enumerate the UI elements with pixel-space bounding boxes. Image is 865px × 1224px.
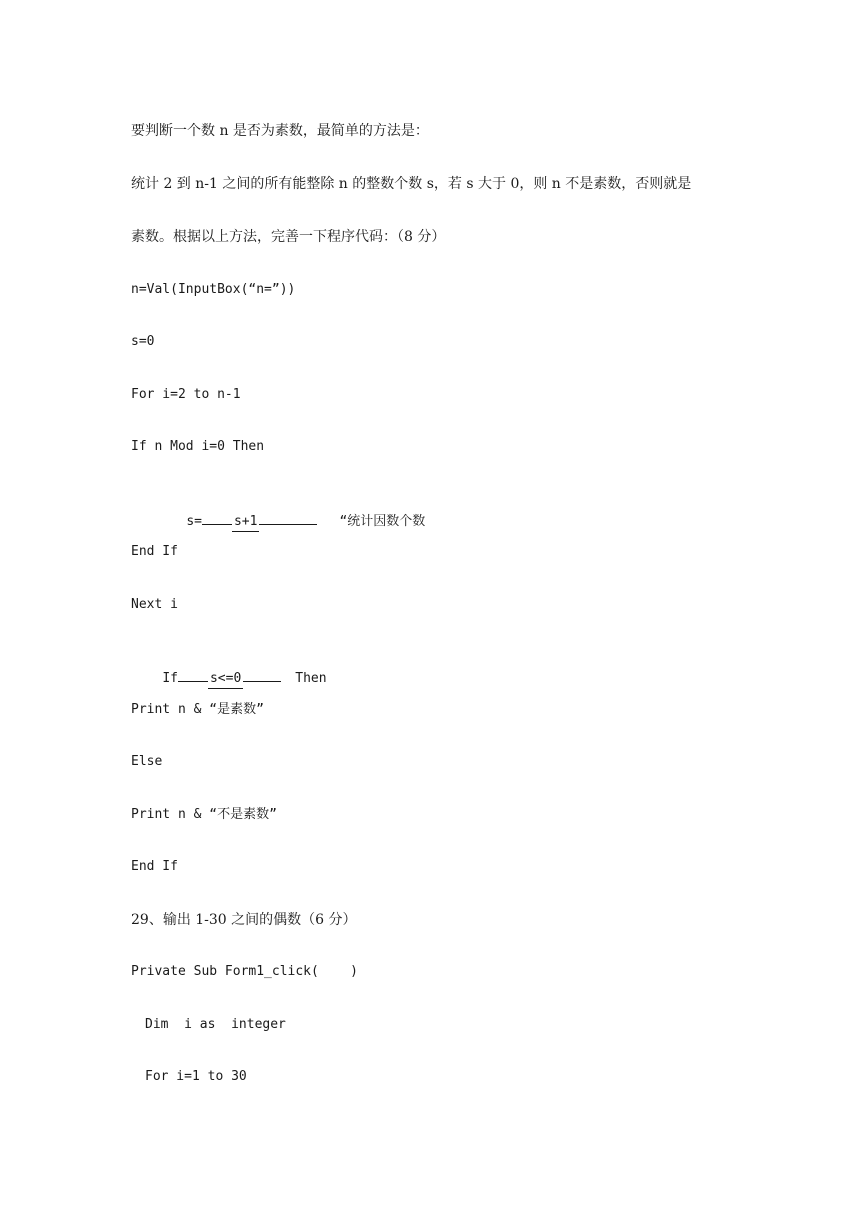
blank-underline <box>178 666 208 682</box>
code-line-fill-s <box>155 491 425 550</box>
blank-underline <box>243 666 281 682</box>
blank-underline <box>202 509 232 525</box>
fill-answer-1: s+1 <box>232 513 259 532</box>
code-line-end-if: End If <box>131 544 178 559</box>
code-line-s-init: s=0 <box>131 334 155 349</box>
intro-line-3: 素数。根据以上方法，完善一下程序代码：（8 分） <box>131 229 446 245</box>
code-line-for-30: For i=1 to 30 <box>145 1069 247 1084</box>
code-line-end-if-2: End If <box>131 859 178 874</box>
blank-underline <box>259 509 317 525</box>
code-line-dim: Dim i as integer <box>145 1017 286 1032</box>
intro-line-1: 要判断一个数 n 是否为素数，最简单的方法是： <box>131 123 429 139</box>
intro-line-2: 统计 2 到 n-1 之间的所有能整除 n 的整数个数 s，若 s 大于 0，则 n 不是素数，否则就是 <box>131 176 692 192</box>
code-line-for: For i=2 to n-1 <box>131 387 241 402</box>
fill-prefix: If <box>162 671 178 686</box>
fill-answer-2: s<=0 <box>208 670 243 689</box>
code-line-sub: Private Sub Form1_click( ) <box>131 964 358 979</box>
code-line-print-prime: Print n & “是素数” <box>131 702 264 717</box>
question-29-title: 29、输出 1-30 之间的偶数（6 分） <box>131 912 357 928</box>
fill-prefix: s= <box>186 514 202 529</box>
code-line-if-mod: If n Mod i=0 Then <box>131 439 265 454</box>
code-line-print-not-prime: Print n & “不是素数” <box>131 807 277 822</box>
code-comment: “统计因数个数 <box>339 514 426 529</box>
code-line-fill-if <box>131 648 327 707</box>
code-line-inputbox: n=Val(InputBox(“n=”)) <box>131 282 296 297</box>
code-line-else: Else <box>131 754 163 769</box>
fill-suffix: Then <box>295 671 327 686</box>
code-line-next: Next i <box>131 597 178 612</box>
